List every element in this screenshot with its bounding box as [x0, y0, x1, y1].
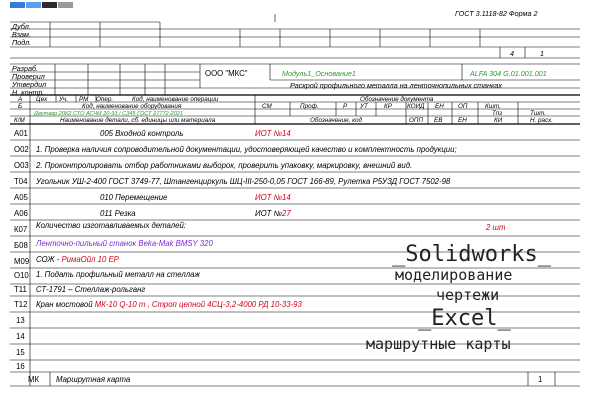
- gost-form-label: ГОСТ 3.1118-82 Форма 2: [455, 9, 538, 18]
- row-text: 011 Резка: [100, 209, 136, 218]
- row-id: А01: [14, 129, 28, 138]
- label-podl: Подл.: [12, 38, 32, 47]
- hdr-op: ОП: [458, 103, 468, 110]
- hdr-en2: ЕН: [458, 117, 467, 124]
- row-id: 16: [16, 362, 25, 371]
- row-id: Т11: [14, 285, 27, 294]
- sheet-number-right: 1: [540, 49, 544, 58]
- row-ref: ИОТ №14: [255, 193, 291, 202]
- hdr-code-eq: Код, наименование оборудования: [82, 103, 182, 110]
- row-id: О03: [14, 161, 29, 170]
- hdr-uch: Уч.: [59, 96, 69, 103]
- footer-page: 1: [538, 375, 543, 384]
- hdr-nrash: Н. расх.: [530, 117, 553, 124]
- label-utverdil: Утвердил: [12, 80, 47, 89]
- document-code: ALFA 304 G.01.001.001: [470, 69, 547, 78]
- material-note: Двутавр 20К2 СТО АСЧМ 20-93 / С345 ГОСТ 27772-2021: [34, 111, 183, 117]
- hdr-ki: КИ: [494, 117, 503, 124]
- hdr-code-op: Код, наименование операции: [132, 96, 219, 103]
- hdr-prof: Проф.: [300, 103, 319, 110]
- row-ref: ИОТ №14: [255, 129, 291, 138]
- document-name: Модуль1_Основание1: [282, 69, 356, 78]
- org-name: ООО "МКС": [205, 69, 248, 78]
- hdr-tsht: Тшт.: [530, 110, 546, 117]
- hdr-obozn-code: Обозначение, код: [310, 117, 363, 124]
- watermark-modelirovanie: моделирование: [395, 266, 513, 284]
- label-nkontr: Н. контр.: [12, 88, 45, 97]
- hdr-ut: УТ: [360, 103, 368, 110]
- watermark-marshrutnye-karty: маршрутные карты: [366, 335, 511, 353]
- hdr-km: К/М: [14, 117, 25, 124]
- label-dubl: Дубл.: [12, 22, 31, 31]
- row-text: 010 Перемещение: [100, 193, 168, 202]
- watermark-chertezhi: чертежи: [436, 286, 500, 304]
- row-text: Ленточно-пильный станок Beka-Mak BMSY 320: [36, 239, 213, 248]
- row-text: Количество изготавливаемых деталей:: [36, 221, 186, 230]
- hdr-ev: ЕВ: [434, 117, 443, 124]
- hdr-koid: КОИД: [407, 103, 425, 110]
- row-text: 1. Подать профильный металл на стеллаж: [36, 270, 200, 279]
- row-id: О10: [14, 271, 29, 280]
- hdr-en: ЕН: [435, 103, 444, 110]
- row-text: 1. Проверка наличия сопроводительной документации, удостоверяющей качество и комплектность продукции;: [36, 145, 457, 154]
- sheet-number-left: 4: [510, 49, 514, 58]
- footer-mk: МК: [28, 375, 40, 384]
- row-id: 13: [16, 316, 25, 325]
- hdr-tseh: Цех: [36, 96, 48, 103]
- row-id: 15: [16, 348, 25, 357]
- row-id: 14: [16, 332, 25, 341]
- hdr-a: А: [18, 96, 23, 103]
- row-id: К07: [14, 225, 28, 234]
- hdr-opp: ОПП: [409, 117, 424, 124]
- hdr-tpz: Тпз: [492, 110, 503, 117]
- hdr-oper: Опер.: [96, 96, 114, 103]
- hdr-naim: Наименование детали, сб. единицы или материала: [60, 117, 216, 124]
- row-id: М09: [14, 257, 30, 266]
- footer-title: Маршрутная карта: [56, 375, 131, 384]
- row-id: Б08: [14, 241, 28, 250]
- row-id: Т12: [14, 300, 28, 309]
- document-title: Раскрой профильного металла на ленточнопильных станках: [290, 81, 502, 90]
- hdr-rm: РМ: [79, 96, 89, 103]
- label-razrab: Разраб.: [12, 64, 39, 73]
- hdr-ksht: Кшт.: [485, 103, 501, 110]
- watermark-solidworks: _Solidworks_: [392, 242, 551, 267]
- row-text: 2. Проконтролировать отбор работниками выборок, проверить упаковку, маркировку, внешний вид.: [36, 161, 413, 170]
- hdr-kr: КР: [384, 103, 392, 110]
- row-ref: ИОТ №27: [255, 209, 291, 218]
- row-id: А06: [14, 209, 28, 218]
- row-text: Угольник УШ-2-400 ГОСТ 3749-77, Штангенциркуль ШЦ-III-250-0,05 ГОСТ 166-89, Рулетка Р5УЗД ГОСТ 7502-98: [36, 177, 451, 186]
- hdr-obozn: Обозначение документа: [360, 96, 434, 103]
- row-id: А05: [14, 193, 28, 202]
- row-text: СТ-1791 – Стеллаж-рольганг: [36, 285, 146, 294]
- hdr-r: Р: [343, 103, 348, 110]
- label-vzam: Взам.: [12, 30, 31, 39]
- row-text: 005 Входной контроль: [100, 129, 184, 138]
- row-id: Т04: [14, 177, 28, 186]
- label-proveril: Проверил: [12, 72, 45, 81]
- row-text: СОЖ - РимаОйл 10 ЕР: [36, 255, 119, 264]
- row-text: Кран мостовой МК-10 Q-10 т , Строп цепной 4СЦ-3,2-4000 РД 10-33-93: [36, 300, 302, 309]
- watermark-excel: _Excel_: [418, 306, 511, 331]
- hdr-sm: СМ: [262, 103, 272, 110]
- row-qty: 2 шт: [486, 223, 506, 232]
- hdr-b: Б: [18, 103, 23, 110]
- row-id: О02: [14, 145, 29, 154]
